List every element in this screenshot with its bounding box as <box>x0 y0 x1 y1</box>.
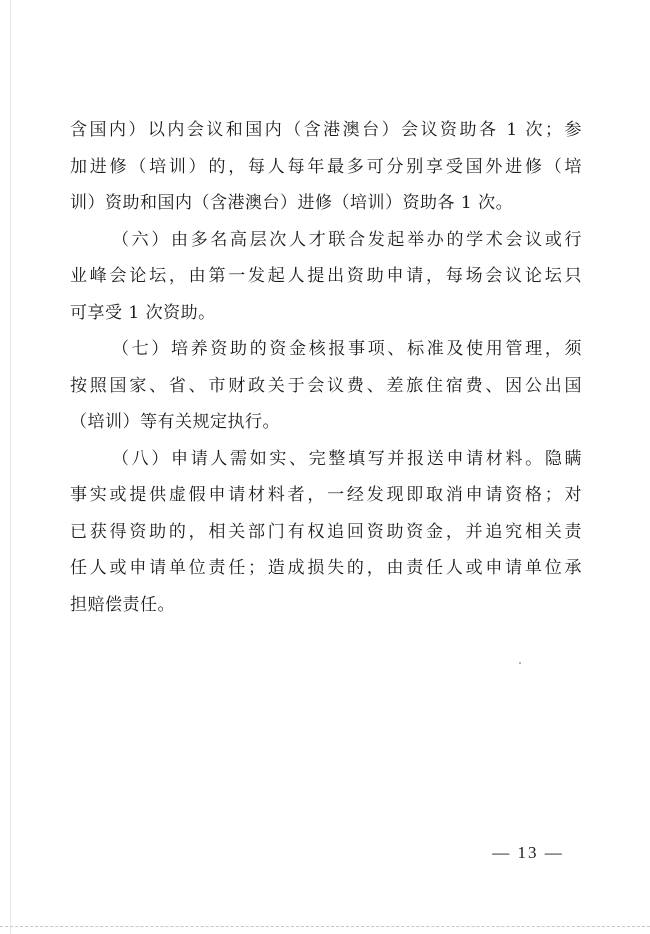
scan-bottom-edge <box>0 926 650 928</box>
text-line: 按照国家、省、市财政关于会议费、差旅住宿费、因公出国 <box>70 375 582 396</box>
text-line: 加进修（培训）的，每人每年最多可分别享受国外进修（培 <box>70 156 582 177</box>
text-line: （培训）等有关规定执行。 <box>70 412 280 432</box>
text-line: 事实或提供虚假申请材料者，一经发现即取消申请资格；对 <box>70 485 582 505</box>
paragraph-eight-start: （八）申请人需如实、完整填写并报送申请材料。隐瞒 <box>112 448 582 469</box>
text-line: 含国内）以内会议和国内（含港澳台）会议资助各 1 次；参 <box>70 120 582 140</box>
paragraph-six-start: （六）由多名高层次人才联合发起举办的学术会议或行 <box>112 229 582 250</box>
text-line: 已获得资助的，相关部门有权追回资助资金，并追究相关责 <box>70 521 582 542</box>
text-line: 可享受 1 次资助。 <box>70 302 216 323</box>
scan-speck <box>519 662 521 664</box>
body-text <box>70 112 582 623</box>
text-line: 训）资助和国内（含港澳台）进修（培训）资助各 1 次。 <box>70 193 514 213</box>
page-number: — 13 — <box>492 843 564 862</box>
paragraph-seven-start: （七）培养资助的资金核报事项、标准及使用管理，须 <box>112 339 582 359</box>
scan-edge-line <box>10 0 12 934</box>
text-line: 担赔偿责任。 <box>70 594 175 615</box>
text-line: 任人或申请单位责任；造成损失的，由责任人或申请单位承 <box>70 558 582 578</box>
text-line: 业峰会论坛，由第一发起人提出资助申请，每场会议论坛只 <box>70 266 582 286</box>
